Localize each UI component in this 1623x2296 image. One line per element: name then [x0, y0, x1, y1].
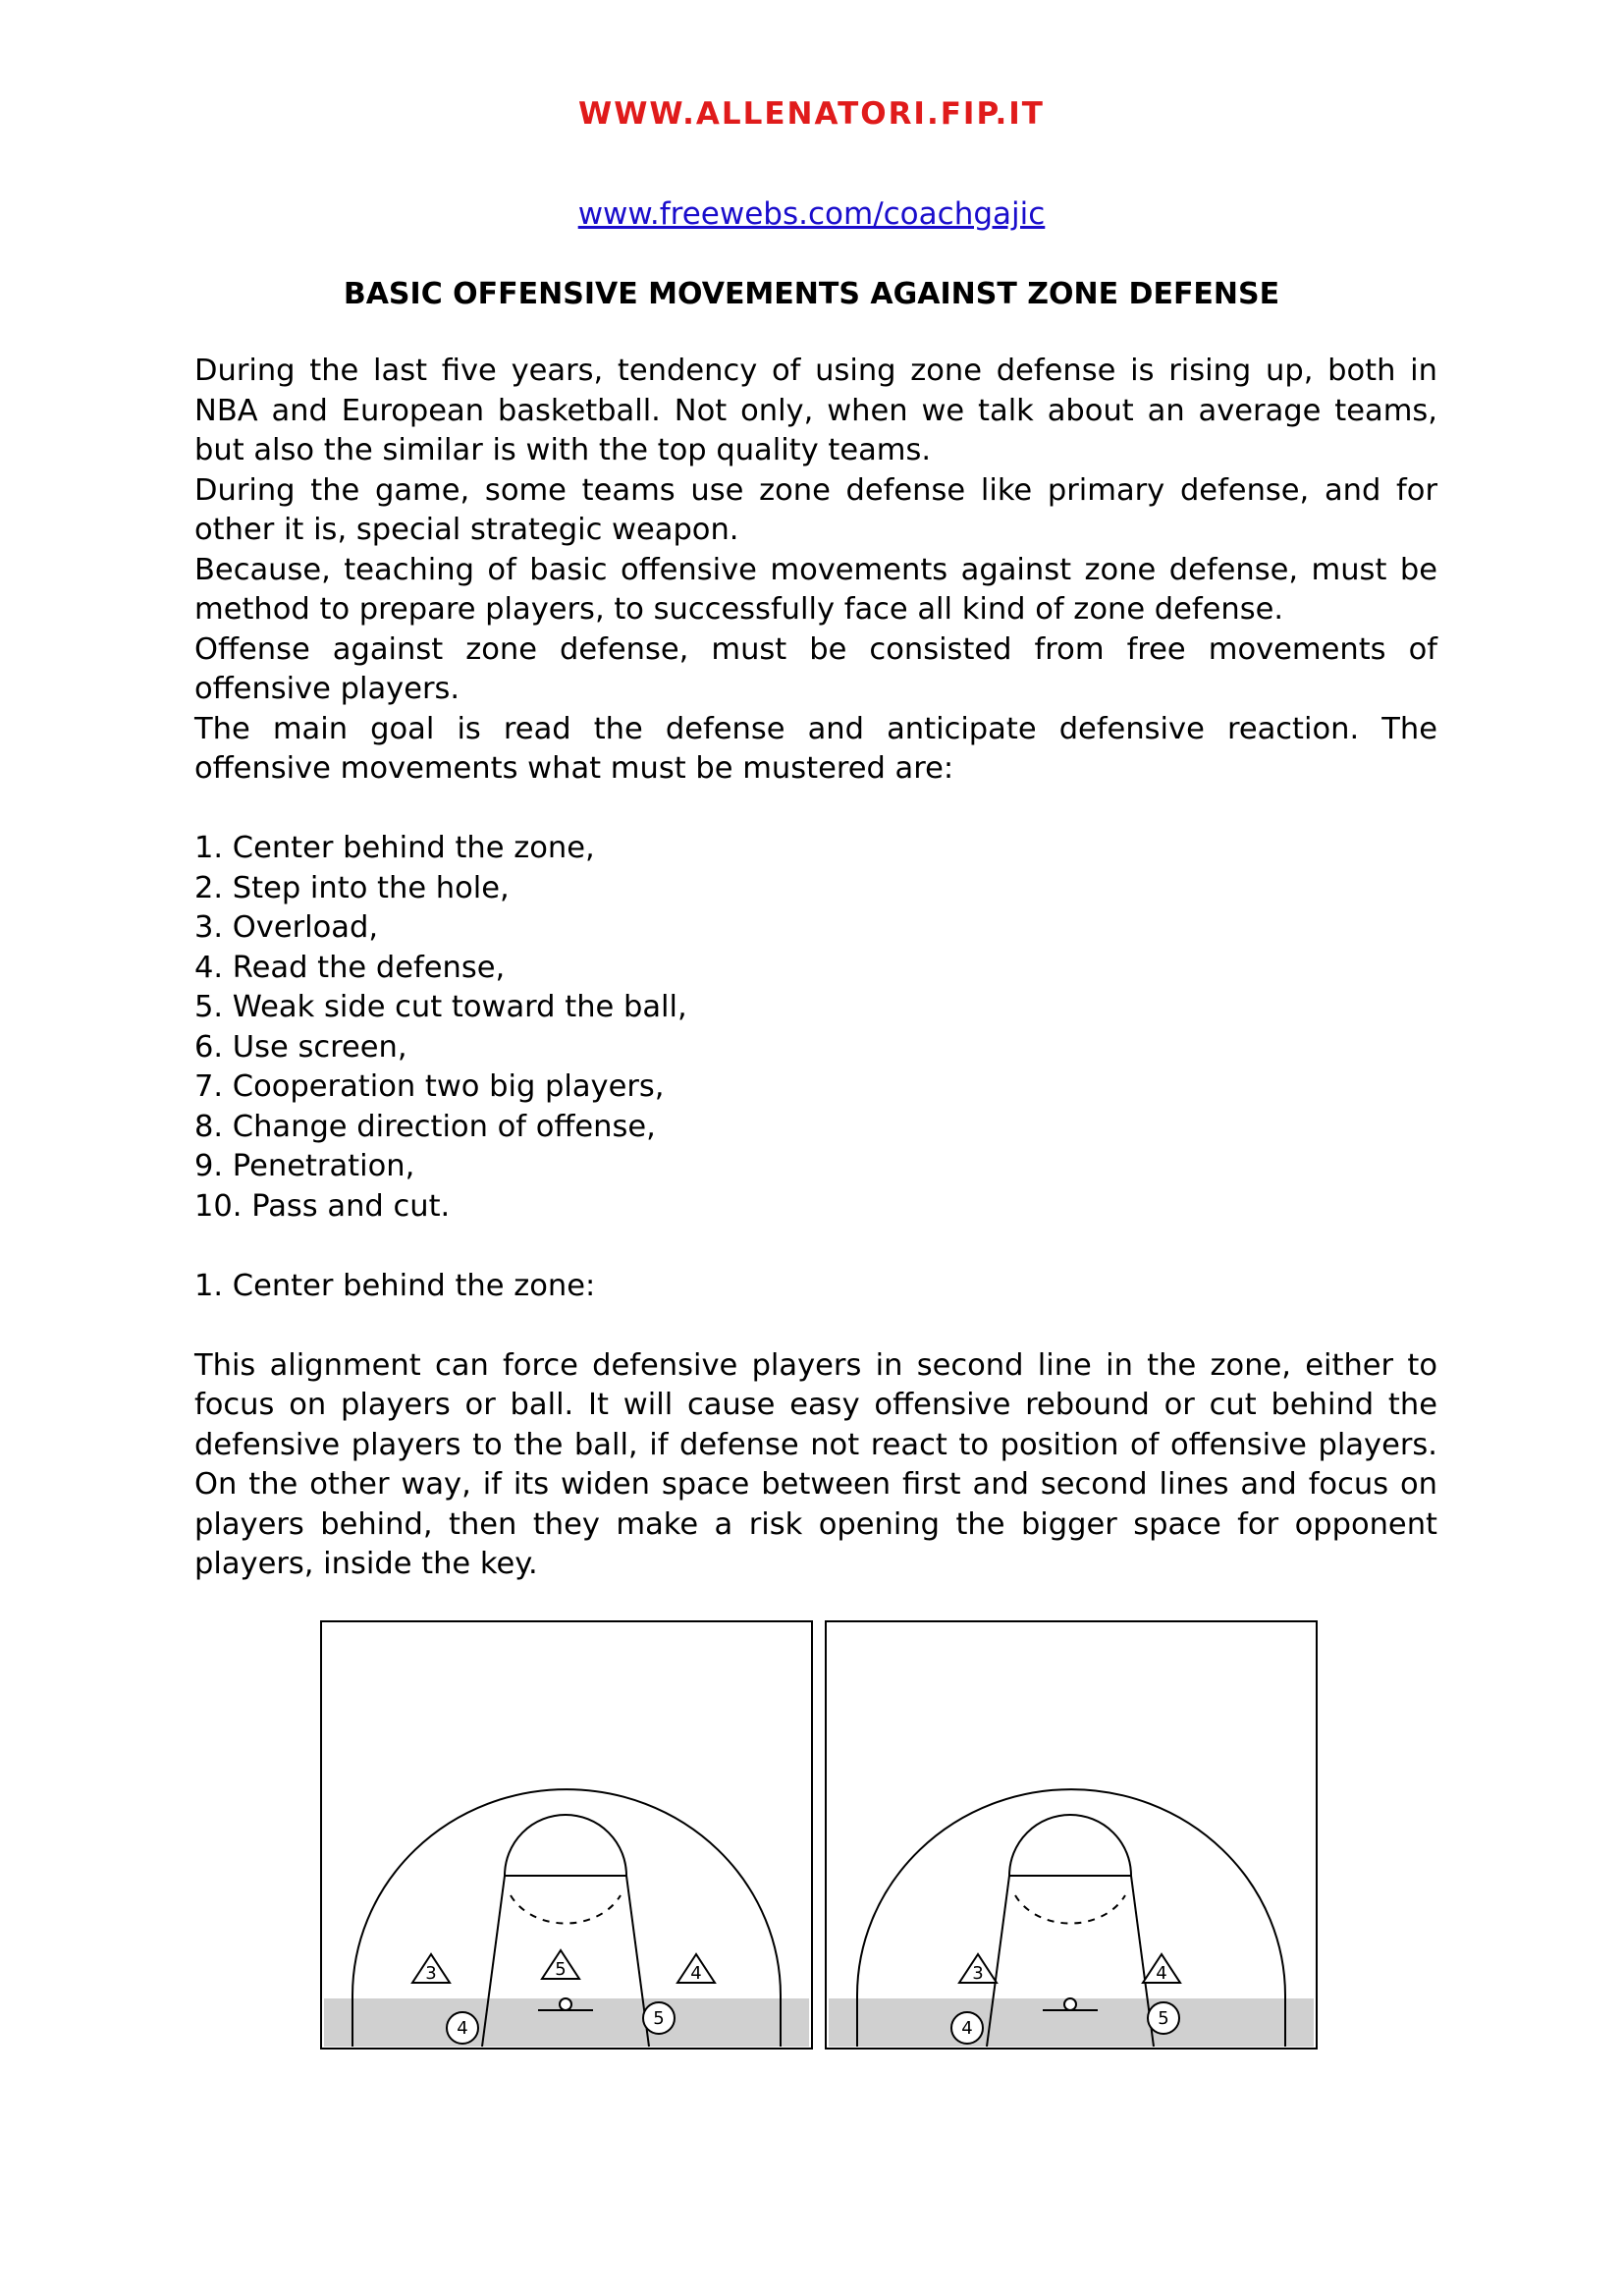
document-body: [194, 352, 1437, 1585]
list-item: 6. Use screen,: [194, 1029, 407, 1065]
court-diagram-1: [320, 1620, 813, 2050]
list-item: 9. Penetration,: [194, 1149, 415, 1183]
site-banner: WWW.ALLENATORI.FIP.IT: [578, 96, 1045, 132]
movement-list: [194, 829, 1437, 1227]
offense-circle: [643, 2002, 675, 2034]
svg-text:3: 3: [425, 1963, 437, 1984]
document-title: BASIC OFFENSIVE MOVEMENTS AGAINST ZONE DEFENSE: [343, 277, 1280, 311]
intro-paragraph: The main goal is read the defense and anticipate defensive reaction. The offensive movements what must be mustered are:: [194, 711, 1437, 786]
list-item: 8. Change direction of offense,: [194, 1109, 656, 1144]
svg-text:3: 3: [972, 1963, 984, 1984]
offense-circle: [1148, 2002, 1179, 2034]
court-diagram-2: [825, 1620, 1318, 2050]
list-item: 7. Cooperation two big players,: [194, 1069, 665, 1104]
intro-paragraph: During the game, some teams use zone defense like primary defense, and for other it is, special strategic weapon.: [194, 472, 1437, 547]
list-item: 4. Read the defense,: [194, 950, 506, 985]
svg-text:4: 4: [1156, 1963, 1167, 1984]
section-paragraph: This alignment can force defensive players in second line in the zone, either to focus on players or ball. It will cause easy offensive rebound or cut behind the defensive players to the ball, if defense not react to position of offensive players. On the other way, if its widen space between first and second lines and focus on players behind, then they make a risk opening the bigger space for opponent players, inside the key.: [194, 1347, 1437, 1581]
svg-text:5: 5: [653, 2008, 665, 2029]
list-item: 1. Center behind the zone,: [194, 831, 595, 865]
offense-circle: [447, 2012, 478, 2044]
list-item: 3. Overload,: [194, 910, 379, 945]
svg-text:5: 5: [555, 1959, 567, 1980]
intro-paragraph: During the last five years, tendency of using zone defense is rising up, both in NBA and European basketball. Not only, when we talk about an average teams, but also the similar is with the top quality teams.: [194, 354, 1437, 467]
offense-circle: [951, 2012, 983, 2044]
intro-paragraph: Offense against zone defense, must be consisted from free movements of offensive players.: [194, 631, 1437, 706]
svg-text:4: 4: [690, 1963, 702, 1984]
list-item: 5. Weak side cut toward the ball,: [194, 990, 687, 1024]
list-item: 2. Step into the hole,: [194, 870, 510, 905]
svg-text:4: 4: [961, 2018, 973, 2039]
svg-text:5: 5: [1158, 2008, 1169, 2029]
website-link[interactable]: www.freewebs.com/coachgajic: [577, 196, 1046, 232]
list-item: 10. Pass and cut.: [194, 1188, 451, 1224]
section-heading: 1. Center behind the zone:: [194, 1268, 596, 1303]
intro-paragraph: Because, teaching of basic offensive movements against zone defense, must be method to prepare players, to successfully face all kind of zone defense.: [194, 552, 1437, 627]
svg-text:4: 4: [457, 2018, 468, 2039]
